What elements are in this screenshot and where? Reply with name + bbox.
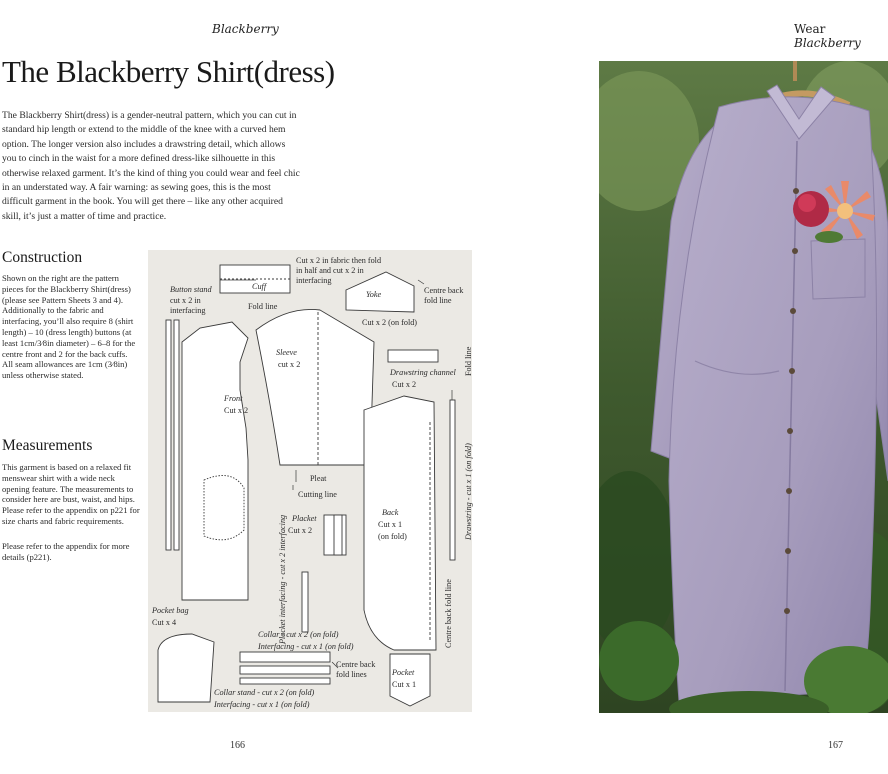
construction-paragraph-1: Shown on the right are the pattern pieces for the Blackberry Shirt(dress) (please see Pattern Sheets 3 and 4). [2,273,131,305]
label-pocket-bag: Pocket bag [152,606,189,615]
label-cutting-line: Cutting line [298,490,337,499]
label-centre-back-fold-vertical: Centre back fold line [444,579,453,648]
pocket-bag-piece [158,634,214,702]
label-yoke-cut-fold: Cut x 2 (on fold) [362,318,418,327]
intro-paragraph: The Blackberry Shirt(dress) is a gender-neutral pattern, which you can cut in standard hip length or extend to the middle of the knee with a curved hem option. The longer version also includes a drawstring detail, which allows you to cinch in the waist for a more defined dress-like silhouette in this otherwise relaxed garment. It’s the kind of thing you could wear and feel chic in an understated way. A fair warning: as sewing goes, this is the most difficult garment in the book. You will get there – like any other acquired skill, it’s just a matter of time and practice. [2,110,300,222]
label-back-cut: Cut x 1 [378,520,403,529]
drawstring-channel-piece [388,350,438,362]
page-number-left: 166 [230,740,245,751]
label-back: Back [382,508,399,517]
label-front-cut: Cut x 2 [224,406,249,415]
label-back-fold: (on fold) [378,532,407,541]
label-sleeve: Sleeve [276,348,297,357]
label-button-stand-cut: cut x 2 in interfacing [170,296,206,315]
collar-stand-piece [240,678,330,684]
label-button-stand: Button stand [170,285,212,294]
label-cuff: Cuff [252,282,267,291]
measurements-text [2,462,140,562]
label-fold-line-vertical: Fold line [464,346,473,376]
label-collar: Collar - cut x 2 (on fold) [258,630,339,639]
button-stand-strip [166,320,171,550]
label-pocket-cut: Cut x 1 [392,680,417,689]
label-cuff-fold-line: Fold line [248,302,278,311]
label-front: Front [224,394,243,403]
measurements-paragraph-2: Please refer to the appendix on p221 for size charts and fabric requirements. [2,505,140,526]
label-collar-stand: Collar stand - cut x 2 (on fold) [214,688,315,697]
sleeve-piece [256,309,374,465]
construction-paragraph-2: Additionally to the fabric and interfacing, you’ll also require 8 (shirt length) – 10 (dress length) buttons (at least 1cm/3⁄8in diameter) – 6–8 for the centre front and 2 for the back cuffs. [2,305,136,359]
label-pleat: Pleat [310,474,327,483]
measurements-heading: Measurements [2,437,93,454]
collar-piece [240,652,330,662]
placket-interfacing-piece [302,572,308,632]
construction-text [2,273,140,381]
page-title: The Blackberry Shirt(dress) [2,54,335,89]
label-pocket: Pocket [392,668,415,677]
drawstring-strip [450,400,455,560]
label-pocket-bag-cut: Cut x 4 [152,618,177,627]
label-yoke-cut: Cut x 2 in fabric then fold in half and cut x 2 in interfacing [296,256,382,285]
label-yoke: Yoke [366,290,382,299]
construction-paragraph-3: All seam allowances are 1cm (3⁄8in) unless otherwise stated. [2,359,128,381]
front-piece [182,322,248,600]
pattern-pieces-diagram [148,250,472,712]
running-head-right [794,22,888,50]
construction-heading: Construction [2,249,83,266]
shirt-dress-photo-illustration [599,61,888,713]
label-collar-interfacing: Interfacing - cut x 1 (on fold) [258,642,354,651]
label-drawstring-vertical: Drawstring - cut x 1 (on fold) [464,443,473,540]
label-sleeve-cut: cut x 2 [278,360,301,369]
label-placket: Placket [292,514,317,523]
running-head-left: Blackberry [212,22,279,36]
label-collar-stand-interfacing: Interfacing - cut x 1 (on fold) [214,700,310,709]
page-number-right: 167 [828,740,843,751]
running-head-right-prefix: Wear [794,22,826,36]
shirt-dress-photo [599,61,888,713]
label-placket-cut: Cut x 2 [288,526,313,535]
running-head-right-title: Blackberry [794,36,861,50]
label-drawstring-channel: Drawstring channel [390,368,456,377]
measurements-paragraph-3: Please refer to the appendix for more details (p221). [2,540,130,562]
label-drawstring-channel-cut: Cut x 2 [392,380,417,389]
label-centre-back-fold-lines: Centre back fold lines [336,660,376,679]
measurements-paragraph-1: This garment is based on a relaxed fit menswear shirt with a wide neck opening feature. The measurements to consider here are bust, waist, and hips. [2,462,135,505]
label-yoke-centre-back: Centre back fold line [424,286,464,305]
label-placket-interfacing: Placket interfacing - cut x 2 interfacing [278,514,287,644]
